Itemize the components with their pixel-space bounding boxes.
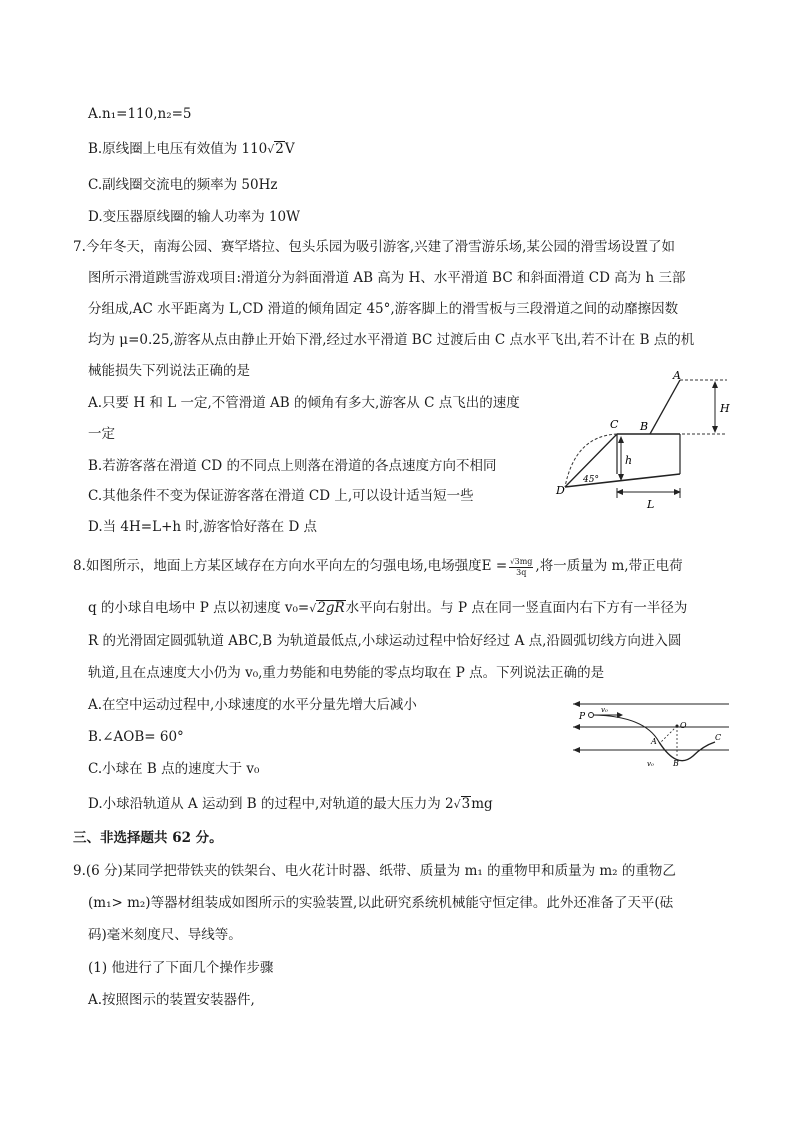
q9-stem-line1: 9.(6 分)某同学把带铁夹的铁架台、电火花计时器、纸带、质量为 m₁ 的重物甲和质量为 m₂ 的重物乙 xyxy=(73,863,676,879)
q8-option-b: B.∠AOB= 60° xyxy=(88,729,184,745)
q6-option-d: D.变压器原线圈的输人功率为 10W xyxy=(88,209,300,225)
q8-option-d: D.小球沿轨道从 A 运动到 B 的过程中,对轨道的最大压力为 2√3mg xyxy=(88,796,493,812)
label-a: A xyxy=(651,737,657,746)
q7-option-b: B.若游客落在滑道 CD 的不同点上则落在滑道的各点速度方向不相同 xyxy=(88,458,497,474)
label-o: O xyxy=(680,721,687,730)
q7-stem-line2: 图所示滑道跳雪游戏项目:滑道分为斜面滑道 AB 高为 H、水平滑道 BC 和斜面滑道 CD 高为 h 三部 xyxy=(88,270,686,286)
q8-stem-line4: 轨道,且在点速度大小仍为 v₀,重力势能和电势能的零点均取在 P 点。下列说法正确的是 xyxy=(88,665,605,681)
q8-stem-line2: q 的小球自电场中 P 点以初速度 v₀=√2gR水平向右射出。与 P 点在同一竖直面内右下方有一半径为 xyxy=(88,600,688,616)
q7-stem-line4: 均为 μ=0.25,游客从点由静止开始下滑,经过水平滑道 BC 过渡后由 C 点水平飞出,若不计在 B 点的机 xyxy=(88,332,695,348)
q6-option-b: B.原线圈上电压有效值为 110√2V xyxy=(88,141,295,157)
label-angle: 45° xyxy=(583,475,599,485)
q8-stem-line1: 8.如图所示，地面上方某区域存在方向水平向左的匀强电场,电场强度E = $\frac{√3mg}{3q}$ ,将一质量为 m,带正电荷 xyxy=(73,556,683,577)
q7-option-c: C.其他条件不变为保证游客落在滑道 CD 上,可以设计适当短一些 xyxy=(88,488,474,504)
q8-option-c: C.小球在 B 点的速度大于 v₀ xyxy=(88,761,260,777)
q7-option-a-line2: 一定 xyxy=(88,426,115,442)
label-l: L xyxy=(647,498,655,511)
ski-slope-figure xyxy=(555,370,735,524)
q7-option-a-line1: A.只要 H 和 L 一定,不管滑道 AB 的倾角有多大,游客从 C 点飞出的速度 xyxy=(88,395,520,411)
q6-option-c: C.副线圈交流电的频率为 50Hz xyxy=(88,177,278,193)
label-a: A xyxy=(673,370,681,382)
label-d: D xyxy=(556,484,565,497)
label-v0-top: v₀ xyxy=(601,706,608,714)
q8-stem-line3: R 的光滑固定圆弧轨道 ABC,B 为轨道最低点,小球运动过程中恰好经过 A 点,沿圆弧切线方向进入圆 xyxy=(88,633,682,649)
q7-stem-line3: 分组成,AC 水平距离为 L,CD 滑道的倾角固定 45°,游客脚上的滑雪板与三段滑道之间的动靡擦因数 xyxy=(88,301,679,317)
q8-option-a: A.在空中运动过程中,小球速度的水平分量先增大后减小 xyxy=(88,697,417,713)
label-c: C xyxy=(715,733,722,742)
q9-stem-line3: 码)毫米刻度尺、导线等。 xyxy=(88,927,242,943)
q7-stem-line1: 7.今年冬天，南海公园、赛罕塔拉、包头乐园为吸引游客,兴建了滑雪游乐场,某公园的滑雪场设置了如 xyxy=(73,239,675,255)
label-c: C xyxy=(610,418,619,431)
label-small-h: h xyxy=(625,454,633,467)
q9-step-a: A.按照图示的装置安装器件, xyxy=(88,992,255,1008)
label-b: B xyxy=(640,420,649,433)
label-p: P xyxy=(579,712,586,722)
label-v0-bottom: v₀ xyxy=(647,760,654,768)
q7-option-d: D.当 4H=L+h 时,游客恰好落在 D 点 xyxy=(88,519,318,535)
section-heading: 三、非选择题共 62 分。 xyxy=(73,830,223,846)
q7-stem-line5: 械能损失下列说法正确的是 xyxy=(88,363,250,379)
label-b: B xyxy=(673,759,679,768)
label-big-h: H xyxy=(720,402,730,415)
electric-field-figure xyxy=(565,698,735,772)
q6-option-a: A.n₁=110,n₂=5 xyxy=(88,106,192,122)
q9-step-heading: (1) 他进行了下面几个操作步骤 xyxy=(88,960,274,976)
q9-stem-line2: (m₁> m₂)等器材组装成如图所示的实验装置,以此研究系统机械能守恒定律。此外还准备了天平(砝 xyxy=(88,895,674,911)
